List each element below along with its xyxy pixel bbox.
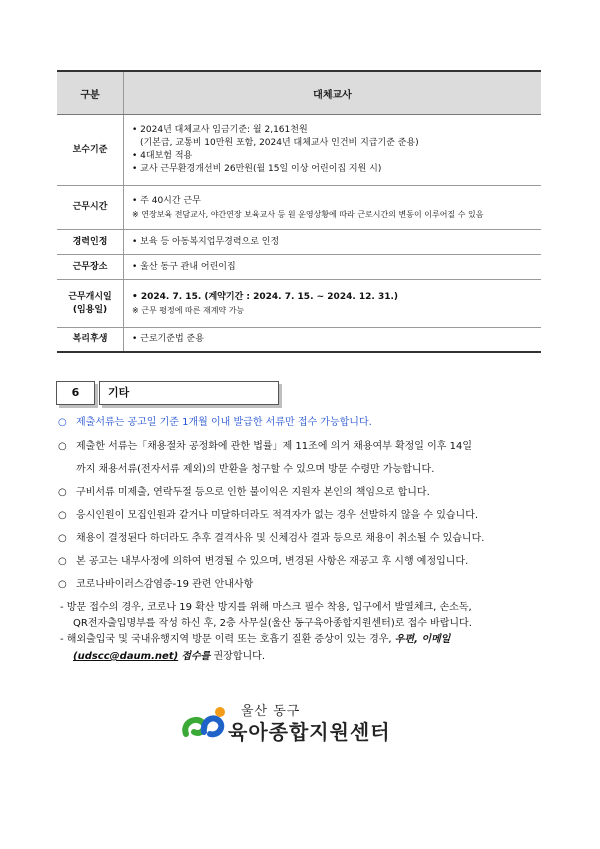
pay-line: • 2024년 대체교사 임금기준: 월 2,161천원: [132, 125, 308, 135]
table-row-start: [57, 280, 541, 328]
row-label-start: [57, 280, 124, 328]
covid-note-continuation: [73, 650, 265, 664]
row-value-place: [124, 255, 542, 280]
row-value-hours: [124, 186, 542, 230]
row-label-welfare: 복리후생: [57, 328, 124, 352]
table-row-career: [57, 230, 541, 255]
notice-item: [58, 532, 484, 546]
row-label-career: 경력인정: [57, 230, 124, 255]
table-row-welfare: [57, 328, 541, 352]
circle-bullet-icon: ○: [58, 556, 67, 567]
start-note: ※ 근무 평정에 따른 재계약 가능: [132, 305, 245, 315]
career-line: • 보육 등 아동복지업무경력으로 인정: [132, 236, 280, 247]
dash-bullet: -: [60, 634, 64, 645]
header-value: 대체교사: [124, 71, 542, 115]
notice-text: 본 공고는 내부사정에 의하여 변경될 수 있으며, 변경된 사항은 재공고 후 시행 예정입니다.: [76, 556, 469, 567]
row-value-start: [124, 280, 542, 328]
notice-text: 응시인원이 모집인원과 같거나 미달하더라도 적격자가 없는 경우 선발하지 않을 수 있습니다.: [76, 510, 479, 521]
table-row-pay: [57, 115, 541, 186]
welfare-line: • 근로기준법 준용: [132, 333, 204, 344]
circle-bullet-icon: ○: [58, 417, 67, 428]
pay-line: (기본급, 교통비 10만원 포함, 2024년 대체교사 인건비 지급기준 준용): [140, 138, 419, 148]
notice-text: 제출서류는 공고일 기준 1개월 이내 발급한 서류만 접수 가능합니다.: [76, 417, 372, 428]
hours-note: ※ 연장보육 전담교사, 야간연장 보육교사 등 원 운영상황에 따라 근로시간의 변동이 이루어질 수 있음: [132, 209, 484, 219]
covid-note: [60, 633, 450, 647]
covid-note-text: 방문 접수의 경우, 코로나 19 확산 방지를 위해 마스크 필수 착용, 입구에서 발열체크, 손소독,: [66, 602, 472, 613]
header-label: 구분: [57, 71, 124, 115]
circle-bullet-icon: ○: [58, 487, 67, 498]
row-label-pay: 보수기준: [57, 115, 124, 186]
pay-line: • 4대보험 적용: [132, 151, 193, 161]
notice-item: [58, 509, 478, 523]
section-title: 기타: [99, 381, 279, 405]
conditions-table: [57, 70, 541, 353]
email-link[interactable]: (udscc@daum.net): [73, 651, 179, 662]
table-row-place: [57, 255, 541, 280]
circle-bullet-icon: ○: [58, 533, 67, 544]
start-label-line1: 근무개시일: [68, 291, 112, 302]
notice-item: [58, 578, 253, 592]
section-number: 6: [56, 381, 95, 405]
covid-note: [60, 601, 472, 615]
pay-line: • 교사 근무환경개선비 26만원(월 15일 이상 어린이집 지원 시): [132, 164, 382, 174]
notice-item: [58, 416, 372, 430]
start-label-line2: (임용일): [72, 304, 108, 315]
row-value-welfare: [124, 328, 542, 352]
notice-text: 채용이 결정된다 하더라도 추후 결격사유 및 신체검사 결과 등으로 채용이 취소될 수 있습니다.: [76, 533, 485, 544]
notice-text: 제출한 서류는「채용절차 공정화에 관한 법률」제 11조에 의거 채용여부 확정일 이후 14일: [76, 441, 473, 452]
circle-bullet-icon: ○: [58, 510, 67, 521]
covid-note-emphasis: 우편, 이메일: [394, 634, 451, 645]
start-line: • 2024. 7. 15. (계약기간 : 2024. 7. 15. ~ 2024. 12. 31.): [132, 291, 399, 302]
row-label-place: 근무장소: [57, 255, 124, 280]
logo-text-top: 울산 동구: [241, 704, 301, 719]
covid-note-text: 해외출입국 및 국내유행지역 방문 이력 또는 호흡기 질환 증상이 있는 경우,: [66, 634, 392, 645]
notice-text: 구비서류 미제출, 연락두절 등으로 인한 불이익은 지원자 본인의 책임으로 합니다.: [76, 487, 430, 498]
hours-line: • 주 40시간 근무: [132, 195, 201, 206]
notice-continuation: 까지 채용서류(전자서류 제외)의 반환을 청구할 수 있으며 방문 수령만 가능합니다.: [76, 464, 435, 475]
covid-note-continuation: QR전자출입명부를 작성 하신 후, 2층 사무실(울산 동구육아종합지원센터)로 접수 바랍니다.: [73, 618, 472, 629]
table-header-row: [57, 71, 541, 115]
notice-text: 코로나바이러스감염증-19 관련 안내사항: [76, 579, 254, 590]
table-row-hours: [57, 186, 541, 230]
circle-bullet-icon: ○: [58, 441, 67, 452]
notice-item: [58, 440, 472, 454]
notice-item: [58, 486, 430, 500]
row-value-pay: [124, 115, 542, 186]
place-line: • 울산 동구 관내 어린이집: [132, 261, 236, 272]
notice-item: [58, 555, 468, 569]
circle-bullet-icon: ○: [58, 579, 67, 590]
logo-text-main: 육아종합지원센터: [228, 720, 391, 744]
dash-bullet: -: [60, 602, 64, 613]
row-label-hours: 근무시간: [57, 186, 124, 230]
covid-note-emphasis: 접수를: [181, 651, 211, 662]
covid-note-text: 권장합니다.: [213, 651, 265, 662]
row-value-career: [124, 230, 542, 255]
